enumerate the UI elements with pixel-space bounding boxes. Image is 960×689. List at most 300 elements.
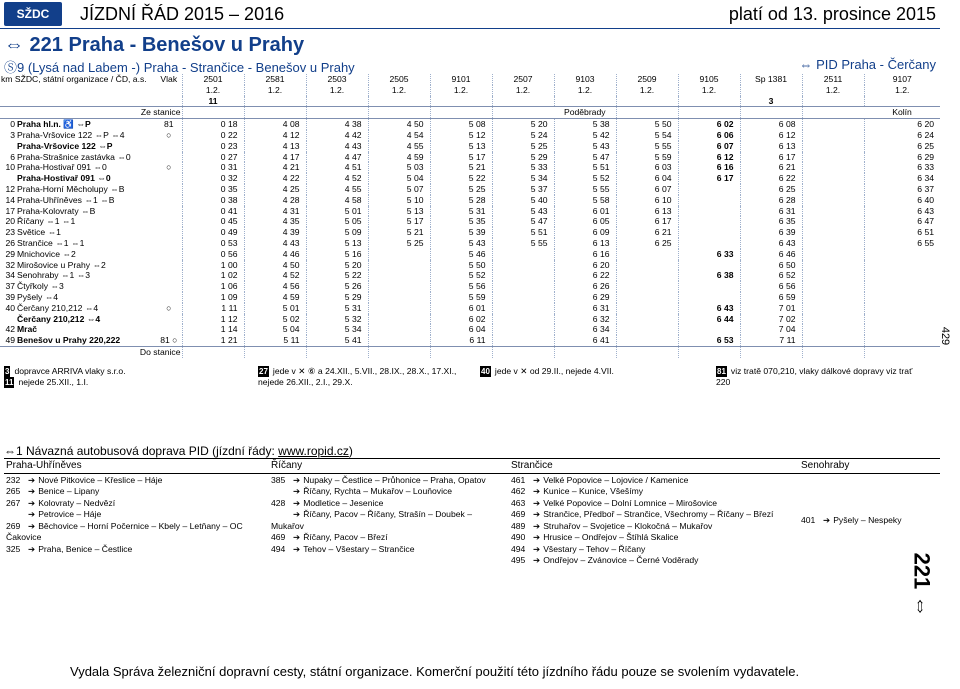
departure-time: [678, 292, 740, 303]
departure-time: 0 22: [182, 130, 244, 141]
departure-time: 6 13: [740, 141, 802, 152]
side-line-label: 221 ⇔: [909, 552, 935, 618]
station-name: Pyšely ⇔4: [17, 291, 59, 302]
bus-route-number: 269: [6, 520, 21, 531]
departure-time: [802, 260, 864, 271]
departure-time: 6 17: [678, 173, 740, 184]
szdc-logo: SŽDC: [4, 2, 62, 26]
arrow-right-icon: ➔: [533, 486, 541, 496]
train-class: 1.2.: [678, 85, 740, 96]
bus-route-number: 469: [271, 532, 286, 542]
arrow-right-icon: ➔: [293, 543, 301, 554]
station-name: Praha-Vršovice 122 ⇔P ⇔4: [17, 129, 125, 140]
train-note: [492, 96, 554, 107]
departure-time: 6 50: [740, 260, 802, 271]
bus-route-number: 489: [511, 520, 526, 531]
bus-route-text: Tehov – Všestary – Strančice: [303, 543, 415, 554]
departure-time: [864, 303, 940, 314]
departure-time: 6 02: [678, 119, 740, 130]
train-class: 1.2.: [802, 85, 864, 96]
bus-route-number: 462: [511, 486, 526, 496]
station-name: Praha-Hostivař 091 ⇔0: [17, 173, 111, 184]
departure-time: 4 52: [244, 270, 306, 281]
bus-route-text: Všestary – Tehov – Říčany: [543, 543, 646, 554]
departure-time: [802, 206, 864, 217]
departure-time: 1 11: [182, 303, 244, 314]
train-class: 1.2.: [244, 85, 306, 96]
departure-time: 5 34: [492, 173, 554, 184]
bus-route-number: 385: [271, 474, 286, 485]
departure-time: [864, 249, 940, 260]
departure-time: 6 32: [554, 314, 616, 325]
bus-route: [6, 475, 267, 487]
station-name: Čtyřkoly ⇔3: [17, 281, 64, 292]
station-symbol: ○: [166, 162, 172, 173]
station-km: 6: [10, 151, 15, 162]
bus-route-text: Benice – Lipany: [38, 486, 100, 496]
station-km: [0, 141, 16, 152]
departure-time: 6 01: [430, 303, 492, 314]
train-class: 1.2.: [492, 85, 554, 96]
blank-cell: [554, 346, 616, 357]
station-name: Praha-Kolovraty ⇔B: [17, 205, 96, 216]
bus-header-ricany: Říčany: [269, 459, 509, 474]
departure-time: 5 17: [430, 152, 492, 163]
departure-time: 6 38: [678, 270, 740, 281]
departure-time: 6 41: [554, 335, 616, 346]
departure-time: 0 31: [182, 162, 244, 173]
bus-route-text: Petrovice – Háje: [38, 509, 102, 519]
departure-time: [616, 260, 678, 271]
departure-time: 6 43: [864, 206, 940, 217]
blank-cell: [616, 346, 678, 357]
departure-time: 6 39: [740, 227, 802, 238]
departure-time: 5 42: [554, 130, 616, 141]
departure-time: 6 12: [678, 152, 740, 163]
departure-time: 5 35: [430, 216, 492, 227]
train-note: [430, 96, 492, 107]
departure-time: 7 04: [740, 324, 802, 335]
departure-time: 4 55: [368, 141, 430, 152]
station-symbol: [156, 238, 182, 249]
note-code: 40: [481, 367, 490, 376]
departure-time: 6 17: [616, 216, 678, 227]
train-number: Sp 1381: [740, 74, 802, 85]
departure-time: 4 28: [244, 195, 306, 206]
bus-route-number: 469: [511, 509, 526, 519]
departure-time: 6 56: [740, 281, 802, 292]
from-station-label: Ze stanice: [0, 107, 182, 119]
train-number: 2507: [492, 74, 554, 85]
departure-time: [864, 260, 940, 271]
blank-cell: [492, 346, 554, 357]
departure-time: [492, 260, 554, 271]
departure-time: 5 20: [492, 119, 554, 130]
departure-time: [492, 281, 554, 292]
blank-cell: [306, 107, 368, 119]
arrow-right-icon: ➔: [28, 486, 36, 496]
bus-route-text: Říčany, Pacov – Říčany, Strašín – Doubek – Mukařov: [271, 509, 472, 531]
departure-time: 0 41: [182, 206, 244, 217]
departure-time: 4 54: [368, 130, 430, 141]
station-km: 0: [0, 119, 16, 130]
from-podebrady: Poděbrady: [554, 107, 616, 119]
arrow-right-icon: ➔: [533, 520, 541, 531]
arrow-right-icon: ➔: [293, 474, 301, 485]
departure-time: 6 25: [616, 238, 678, 249]
blank-cell: [678, 346, 740, 357]
departure-time: 6 03: [616, 162, 678, 173]
departure-time: 4 58: [306, 195, 368, 206]
bus-route-text: Modletice – Jesenice: [303, 497, 384, 508]
station-symbol: [156, 270, 182, 281]
departure-time: 6 46: [740, 249, 802, 260]
bus-route-number: 265: [6, 486, 21, 496]
station-km: 49: [5, 335, 15, 346]
departure-time: 5 43: [554, 141, 616, 152]
departure-time: 5 40: [492, 195, 554, 206]
blank-cell: [740, 346, 802, 357]
departure-time: 6 04: [616, 173, 678, 184]
train-class: 1.2.: [430, 85, 492, 96]
departure-time: 5 21: [430, 162, 492, 173]
station-km: 17: [5, 205, 15, 216]
departure-time: 4 59: [244, 292, 306, 303]
departure-time: [678, 281, 740, 292]
blank-cell: [368, 107, 430, 119]
blank-cell: [864, 346, 940, 357]
departure-time: [616, 314, 678, 325]
departure-time: 7 01: [740, 303, 802, 314]
bus-route-text: Praha, Benice – Čestlice: [38, 543, 133, 554]
departure-time: 1 09: [182, 292, 244, 303]
train-class: 1.2.: [554, 85, 616, 96]
departure-time: 5 43: [492, 206, 554, 217]
station-km: 29: [5, 248, 15, 259]
departure-time: 6 43: [678, 303, 740, 314]
bus-route-number: 428: [271, 497, 286, 508]
departure-time: 6 12: [740, 130, 802, 141]
departure-time: 0 18: [182, 119, 244, 130]
station-name: Čerčany 210,212 ⇔4: [17, 302, 99, 313]
departure-time: 5 08: [430, 119, 492, 130]
departure-time: [368, 335, 430, 346]
train-note: [244, 96, 306, 107]
train-class: 1.2.: [306, 85, 368, 96]
departure-time: 6 43: [740, 238, 802, 249]
departure-time: [368, 260, 430, 271]
blank-cell: [16, 85, 156, 96]
bus-route: [6, 521, 267, 544]
departure-time: [802, 249, 864, 260]
departure-time: 5 11: [244, 335, 306, 346]
departure-time: [864, 314, 940, 325]
departure-time: [492, 335, 554, 346]
departure-time: 5 22: [306, 270, 368, 281]
blank-cell: [802, 107, 864, 119]
note-code: 81: [717, 367, 726, 376]
departure-time: 5 54: [616, 130, 678, 141]
timetable-heading: JÍZDNÍ ŘÁD 2015 – 2016: [80, 4, 285, 24]
departure-time: 5 37: [492, 184, 554, 195]
notes-left: [4, 366, 254, 388]
departure-time: 5 55: [554, 184, 616, 195]
train-class: 1.2.: [864, 85, 940, 96]
blank-cell: [430, 346, 492, 357]
departure-time: 6 16: [678, 162, 740, 173]
departure-time: [864, 270, 940, 281]
arrow-right-icon: ➔: [28, 520, 36, 531]
departure-time: 6 05: [554, 216, 616, 227]
blank-cell: [678, 107, 740, 119]
station-km: 12: [5, 183, 15, 194]
departure-time: [678, 195, 740, 206]
train-number: 2581: [244, 74, 306, 85]
station-symbol: [156, 216, 182, 227]
departure-time: 6 31: [554, 303, 616, 314]
departure-time: 5 31: [430, 206, 492, 217]
train-number: 2509: [616, 74, 678, 85]
departure-time: 1 12: [182, 314, 244, 325]
bus-route-text: Pyšely – Nespeky: [833, 514, 902, 525]
bus-route: [271, 475, 507, 487]
departure-time: 4 50: [244, 260, 306, 271]
station-symbol: ○: [166, 302, 172, 313]
departure-time: 6 34: [864, 173, 940, 184]
station-symbol: [156, 314, 182, 325]
departure-time: 7 11: [740, 335, 802, 346]
departure-time: 4 22: [244, 173, 306, 184]
bus-route-text: Říčany, Pacov – Březí: [303, 532, 388, 542]
departure-time: 5 10: [368, 195, 430, 206]
departure-time: [864, 324, 940, 335]
departure-time: 6 52: [740, 270, 802, 281]
arrow-right-icon: ➔: [533, 474, 541, 485]
departure-time: [802, 281, 864, 292]
bus-route: [511, 555, 797, 567]
note-code: 11: [5, 378, 14, 387]
departure-time: 5 25: [492, 141, 554, 152]
departure-time: 6 24: [864, 130, 940, 141]
header-rule: [0, 28, 940, 29]
departure-time: 4 35: [244, 216, 306, 227]
station-name: Mirošovice u Prahy ⇔2: [17, 259, 106, 270]
departure-time: 7 02: [740, 314, 802, 325]
departure-time: 6 34: [554, 324, 616, 335]
station-km: 20: [5, 216, 15, 227]
blank-cell: [244, 107, 306, 119]
blank-cell: [306, 346, 368, 357]
departure-time: 4 42: [306, 130, 368, 141]
station-symbol: [156, 292, 182, 303]
route-description: Ⓢ9 (Lysá nad Labem -) Praha - Strančice - Benešov u Prahy: [4, 60, 355, 75]
note-code: 27: [259, 367, 268, 376]
departure-time: [864, 292, 940, 303]
station-km: 37: [5, 281, 15, 292]
station-symbol: [156, 173, 182, 184]
arrow-right-icon: ➔: [293, 532, 301, 542]
station-km: 14: [5, 194, 15, 205]
bus-route-text: Ondřejov – Zvánovice – Černé Voděrady: [543, 555, 699, 565]
bus-route-number: 490: [511, 532, 526, 542]
departure-time: 4 52: [306, 173, 368, 184]
departure-time: 6 01: [554, 206, 616, 217]
departure-time: 6 21: [740, 162, 802, 173]
blank-cell: [156, 85, 182, 96]
blank-cell: [616, 107, 678, 119]
departure-time: 5 01: [244, 303, 306, 314]
departure-time: 5 20: [306, 260, 368, 271]
train-note: [306, 96, 368, 107]
train-class: 1.2.: [616, 85, 678, 96]
departure-time: 5 09: [306, 227, 368, 238]
station-symbol: [156, 249, 182, 260]
departure-time: [802, 119, 864, 130]
departure-time: 4 46: [244, 249, 306, 260]
departure-time: [802, 152, 864, 163]
train-note: 3: [740, 96, 802, 107]
bus-route: [271, 544, 507, 556]
departure-time: 6 25: [864, 141, 940, 152]
bus-header-senohraby: Senohraby: [799, 459, 940, 474]
departure-time: [616, 324, 678, 335]
departure-time: 5 33: [492, 162, 554, 173]
departure-time: 6 22: [740, 173, 802, 184]
departure-time: 5 17: [368, 216, 430, 227]
departure-time: 5 26: [306, 281, 368, 292]
train-number: 9107: [864, 74, 940, 85]
train-class: 1.2.: [368, 85, 430, 96]
note-text: viz tratě 070,210, vlaky dálkové dopravy viz trať 220: [716, 366, 913, 387]
departure-time: 0 32: [182, 173, 244, 184]
departure-time: 5 31: [306, 303, 368, 314]
train-number: 9101: [430, 74, 492, 85]
arrow-right-icon: ➔: [293, 509, 301, 519]
departure-time: [616, 292, 678, 303]
departure-time: 5 24: [492, 130, 554, 141]
departure-time: 4 38: [306, 119, 368, 130]
departure-time: [802, 292, 864, 303]
departure-time: 6 10: [616, 195, 678, 206]
departure-time: 5 02: [244, 314, 306, 325]
departure-time: 5 52: [554, 173, 616, 184]
departure-time: 5 13: [368, 206, 430, 217]
departure-time: 6 16: [554, 249, 616, 260]
departure-time: [616, 303, 678, 314]
departure-time: 6 31: [740, 206, 802, 217]
departure-time: [678, 238, 740, 249]
arrow-right-icon: ➔: [533, 497, 541, 508]
departure-time: [864, 281, 940, 292]
departure-time: 6 11: [430, 335, 492, 346]
departure-time: 6 07: [616, 184, 678, 195]
departure-time: 5 47: [554, 152, 616, 163]
departure-time: 6 02: [430, 314, 492, 325]
bus-col-uhrineves: [4, 473, 269, 568]
station-symbol: 81: [156, 119, 182, 130]
departure-time: [864, 335, 940, 346]
departure-time: 5 03: [368, 162, 430, 173]
train-note: [554, 96, 616, 107]
departure-time: 5 29: [306, 292, 368, 303]
station-symbol: 81 ○: [160, 335, 178, 346]
bus-route: [511, 544, 797, 556]
bus-route: [511, 475, 797, 487]
arrow-right-icon: ➔: [533, 555, 541, 565]
arrow-right-icon: ➔: [28, 474, 36, 485]
bus-route: [511, 532, 797, 544]
station-km: [0, 314, 16, 325]
arrow-right-icon: ➔: [28, 509, 36, 519]
blank-cell: [430, 107, 492, 119]
departure-time: [678, 227, 740, 238]
bus-route: [271, 532, 507, 544]
departure-time: 5 13: [306, 238, 368, 249]
station-name: Strančice ⇔1 ⇔1: [17, 237, 85, 248]
bus-route: [271, 486, 507, 498]
station-name: Praha-Uhříněves ⇔1 ⇔B: [17, 194, 115, 205]
train-number: 2501: [182, 74, 244, 85]
departure-time: 6 20: [554, 260, 616, 271]
bus-route-number: 267: [6, 497, 21, 508]
station-km: 26: [5, 237, 15, 248]
departure-time: 5 34: [306, 324, 368, 335]
departure-time: [678, 206, 740, 217]
departure-time: 5 41: [306, 335, 368, 346]
departure-time: 6 59: [740, 292, 802, 303]
station-symbol: [156, 324, 182, 335]
station-name: Mrač: [17, 324, 38, 335]
bus-route-text: Hrusice – Ondřejov – Štíhlá Skalice: [543, 532, 679, 542]
departure-time: 4 43: [244, 238, 306, 249]
departure-time: [802, 130, 864, 141]
bus-route-number: 494: [271, 543, 286, 554]
departure-time: 6 21: [616, 227, 678, 238]
line-title: ⇔ 221 Praha - Benešov u Prahy: [4, 34, 305, 56]
ropid-link[interactable]: www.ropid.cz: [278, 444, 349, 458]
arrow-right-icon: ➔: [533, 543, 541, 554]
departure-time: 6 40: [864, 195, 940, 206]
station-symbol: [156, 260, 182, 271]
station-name: Mnichovice ⇔2: [17, 248, 76, 259]
station-name: Praha-Strašnice zastávka ⇔0: [17, 151, 131, 162]
train-note: 11: [182, 96, 244, 107]
departure-time: 0 23: [182, 141, 244, 152]
train-number: 9103: [554, 74, 616, 85]
bus-route: [6, 486, 267, 498]
blank-cell: [244, 346, 306, 357]
blank-cell: [16, 96, 156, 107]
bus-route-text: Nové Pitkovice – Křeslice – Háje: [38, 474, 163, 485]
departure-time: 4 31: [244, 206, 306, 217]
departure-time: 5 55: [492, 238, 554, 249]
station-km: 10: [5, 162, 15, 173]
departure-time: [368, 281, 430, 292]
blank-cell: [0, 96, 16, 107]
departure-time: 6 35: [740, 216, 802, 227]
notes-right: [480, 366, 700, 377]
page-number: 429: [938, 326, 951, 346]
station-km: 32: [5, 259, 15, 270]
departure-time: 5 55: [616, 141, 678, 152]
from-kolin: Kolín: [864, 107, 940, 119]
departure-time: 4 50: [368, 119, 430, 130]
blank-cell: [156, 96, 182, 107]
bus-route-number: 463: [511, 497, 526, 508]
note-code: 3: [5, 367, 10, 376]
note-text: jede v ✕ ⑥ a 24.XII., 5.VII., 28.IX., 28.X., 17.XI., nejede 26.XII., 2.I., 29.X.: [258, 366, 457, 387]
blank-cell: [740, 107, 802, 119]
